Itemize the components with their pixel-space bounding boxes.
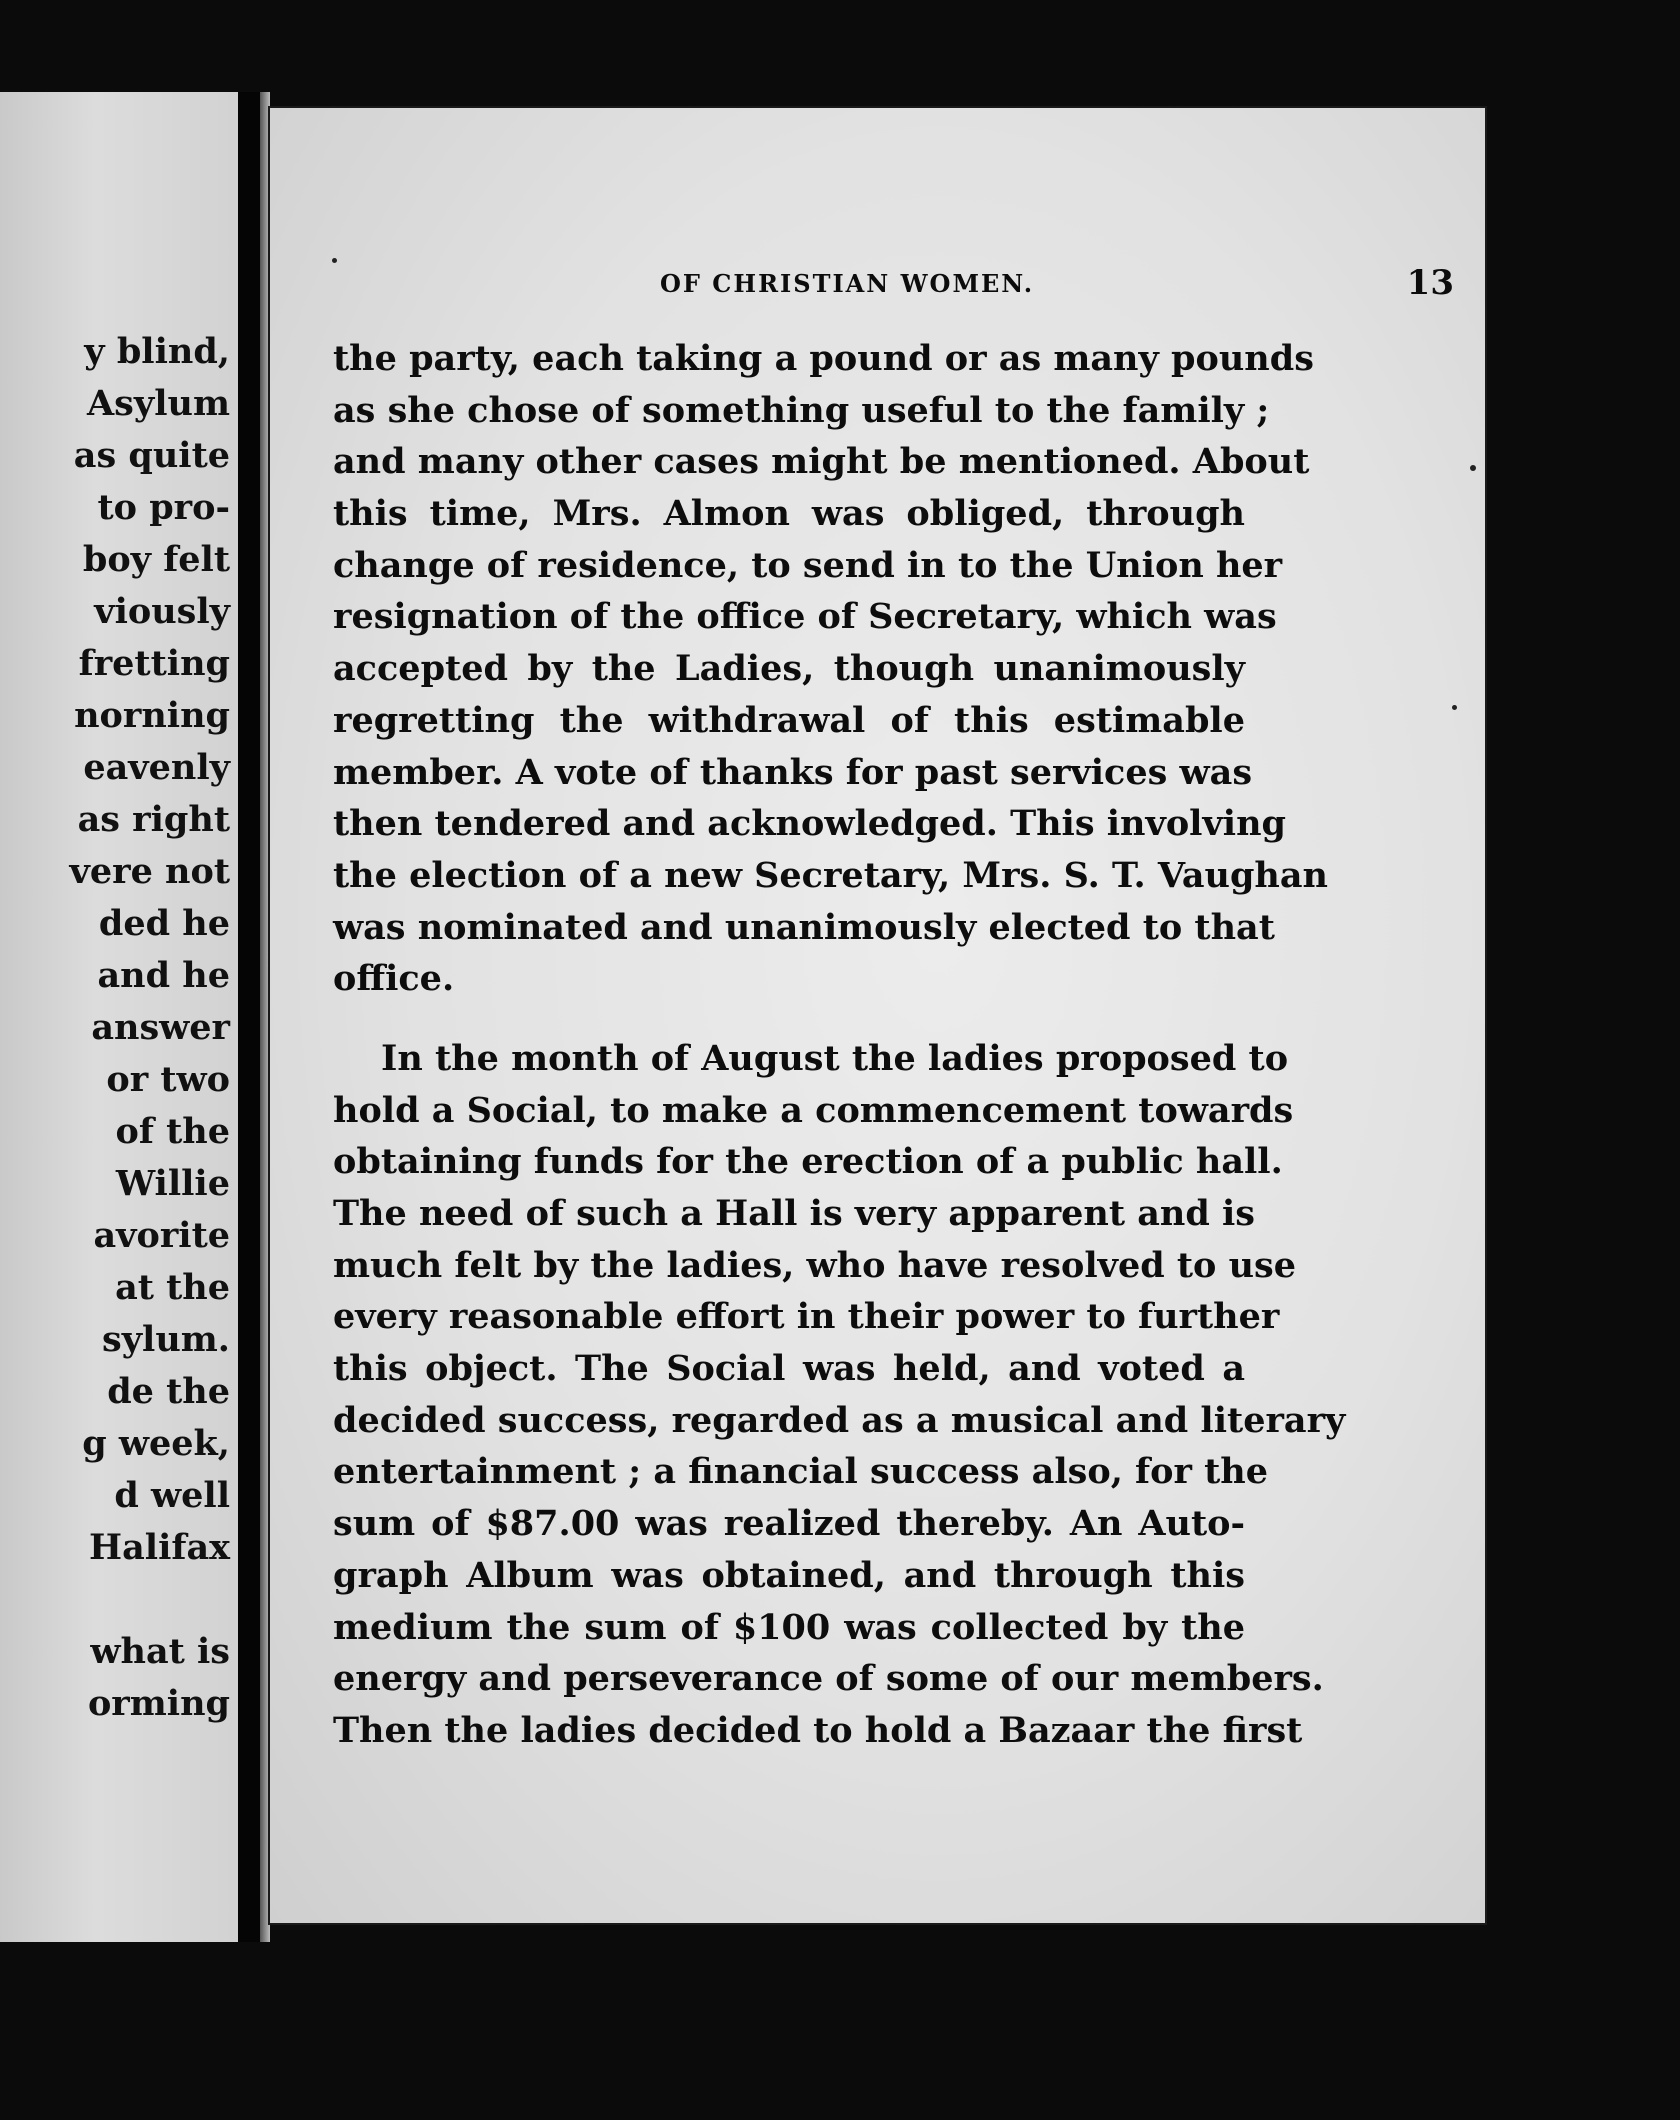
left-text-line: or two bbox=[106, 1059, 230, 1100]
text-line: as she chose of something useful to the family ; bbox=[333, 389, 1270, 431]
left-text-line: viously bbox=[94, 591, 230, 632]
left-text-line: as quite bbox=[73, 435, 230, 476]
left-text-line: avorite bbox=[93, 1215, 230, 1256]
left-text-line: of the bbox=[115, 1111, 230, 1152]
left-text-line: eavenly bbox=[83, 747, 230, 788]
text-line: this time, Mrs. Almon was obliged, through bbox=[333, 493, 1245, 535]
running-head-title: OF CHRISTIAN WOMEN. bbox=[660, 269, 1035, 298]
text-line: hold a Social, to make a commencement towards bbox=[333, 1089, 1294, 1131]
left-text-line bbox=[70, 1574, 230, 1626]
scan-speck bbox=[1470, 465, 1476, 471]
paragraph-gap bbox=[333, 1005, 1245, 1033]
text-line: graph Album was obtained, and through this bbox=[333, 1554, 1245, 1596]
left-text-line: answer bbox=[91, 1007, 230, 1048]
text-line: accepted by the Ladies, though unanimously bbox=[333, 648, 1245, 690]
left-text-line: to pro- bbox=[97, 487, 230, 528]
text-line: regretting the withdrawal of this estimable bbox=[333, 699, 1245, 741]
left-text-line: norning bbox=[74, 695, 230, 736]
text-line: the party, each taking a pound or as many pounds bbox=[333, 338, 1314, 379]
body-text bbox=[333, 333, 1346, 1757]
text-line: entertainment ; a financial success also, for the bbox=[333, 1451, 1268, 1493]
left-page-text bbox=[70, 326, 230, 1730]
left-text-line: de the bbox=[107, 1371, 230, 1412]
paragraph-2 bbox=[333, 1033, 1346, 1757]
page-number: 13 bbox=[1406, 263, 1454, 303]
text-line: every reasonable effort in their power to further bbox=[333, 1296, 1280, 1338]
left-text-line: and he bbox=[97, 955, 230, 996]
left-text-line: as right bbox=[77, 799, 230, 840]
left-text-line: Asylum bbox=[87, 383, 230, 424]
text-line: medium the sum of $100 was collected by the bbox=[333, 1606, 1245, 1648]
text-line: energy and perseverance of some of our members. bbox=[333, 1658, 1324, 1700]
text-line: In the month of August the ladies proposed to bbox=[381, 1037, 1289, 1079]
text-line: much felt by the ladies, who have resolved to use bbox=[333, 1244, 1296, 1286]
left-text-line: sylum. bbox=[101, 1319, 230, 1360]
text-line: was nominated and unanimously elected to that bbox=[333, 906, 1275, 948]
left-text-line: g week, bbox=[82, 1423, 230, 1464]
paragraph-1 bbox=[333, 333, 1329, 1005]
book-gutter bbox=[238, 92, 260, 1942]
text-line: and many other cases might be mentioned. About bbox=[333, 441, 1310, 483]
text-line: sum of $87.00 was realized thereby. An Auto- bbox=[333, 1503, 1245, 1545]
text-line: obtaining funds for the erection of a public hall. bbox=[333, 1141, 1283, 1183]
left-text-line: Willie bbox=[115, 1163, 230, 1204]
text-line: the election of a new Secretary, Mrs. S. T. Vaughan bbox=[333, 854, 1329, 896]
text-line: The need of such a Hall is very apparent and is bbox=[333, 1193, 1255, 1234]
text-line: change of residence, to send in to the Union her bbox=[333, 544, 1283, 586]
text-line: resignation of the office of Secretary, which was bbox=[333, 596, 1277, 638]
left-text-line: Halifax bbox=[89, 1527, 230, 1568]
left-text-line: orming bbox=[87, 1683, 230, 1724]
left-text-line: d well bbox=[114, 1475, 230, 1516]
gutter-shadow bbox=[260, 92, 270, 1942]
text-line: office. bbox=[333, 958, 455, 1000]
left-text-line: y blind, bbox=[84, 331, 230, 372]
right-page bbox=[270, 108, 1485, 1923]
left-text-line: at the bbox=[115, 1267, 230, 1308]
text-line: Then the ladies decided to hold a Bazaar the first bbox=[333, 1709, 1303, 1751]
left-text-line: ded he bbox=[98, 903, 230, 944]
running-head bbox=[330, 263, 1520, 303]
scan-speck bbox=[1452, 705, 1457, 710]
left-text-line: what is bbox=[90, 1631, 230, 1672]
scan-speck bbox=[332, 258, 337, 263]
text-line: member. A vote of thanks for past services was bbox=[333, 751, 1253, 793]
text-line: decided success, regarded as a musical and literary bbox=[333, 1399, 1346, 1441]
text-line: this object. The Social was held, and voted a bbox=[333, 1348, 1245, 1390]
left-text-line: vere not bbox=[69, 851, 230, 892]
left-text-line: fretting bbox=[78, 643, 230, 684]
text-line: then tendered and acknowledged. This involving bbox=[333, 803, 1287, 845]
left-text-line: boy felt bbox=[82, 539, 230, 580]
left-page-fragment bbox=[0, 92, 238, 1942]
